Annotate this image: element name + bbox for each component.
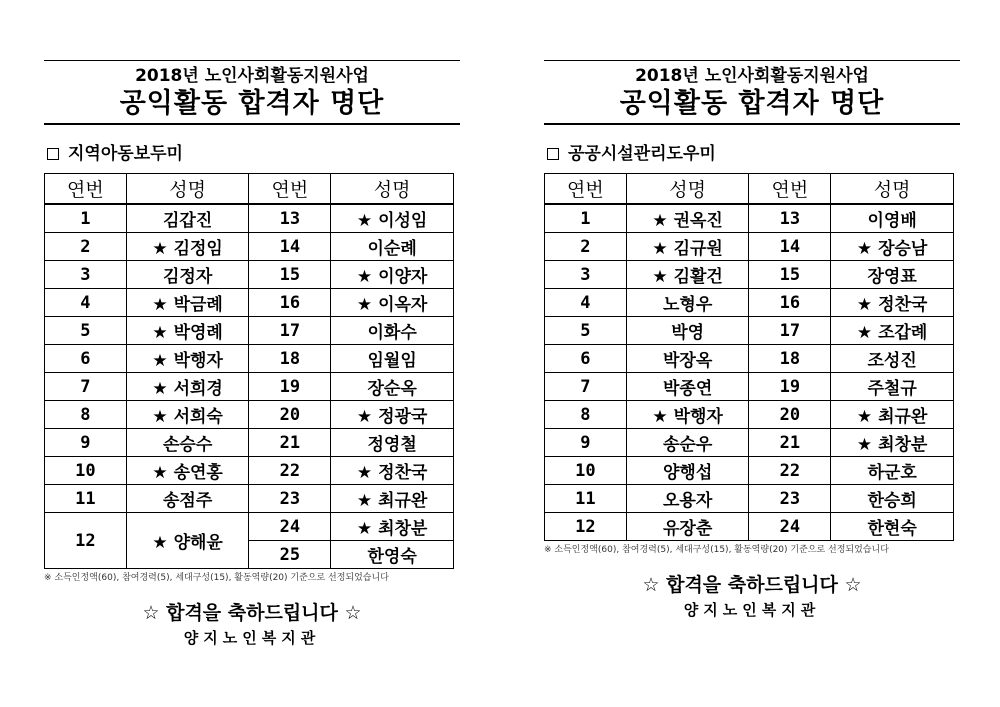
serial-number-cell: 12 (45, 513, 127, 569)
serial-number-cell: 24 (749, 513, 831, 541)
name-cell: ★ 최규완 (331, 485, 454, 513)
name-cell: 박영 (626, 317, 749, 345)
checkbox-bullet-icon (547, 148, 559, 160)
serial-number-cell: 3 (545, 261, 627, 289)
serial-number-cell: 8 (45, 401, 127, 429)
name-cell: ★ 박행자 (126, 345, 249, 373)
serial-number-cell: 13 (749, 204, 831, 233)
header-bottom-rule (44, 123, 460, 125)
serial-number-cell: 22 (249, 457, 331, 485)
name-cell: ★ 박영례 (126, 317, 249, 345)
table-row (45, 457, 454, 485)
serial-number-cell: 4 (545, 289, 627, 317)
header-top-rule (544, 60, 960, 61)
serial-number-cell: 19 (249, 373, 331, 401)
table-row (545, 204, 954, 233)
name-cell: 한영숙 (331, 541, 454, 569)
header-bottom-rule (544, 123, 960, 125)
table-row (545, 373, 954, 401)
selection-criteria-note: ※ 소득인정액(60), 참여경력(5), 세대구성(15), 활동역량(20) 기준으로 선정되었습니다 (44, 573, 389, 583)
table-row (45, 401, 454, 429)
table-row (545, 233, 954, 261)
serial-number-cell: 7 (45, 373, 127, 401)
column-header: 성명 (331, 174, 454, 205)
table-row (45, 289, 454, 317)
serial-number-cell: 17 (249, 317, 331, 345)
column-header: 성명 (831, 174, 954, 205)
serial-number-cell: 10 (45, 457, 127, 485)
name-cell: ★ 조갑례 (831, 317, 954, 345)
serial-number-cell: 20 (749, 401, 831, 429)
table-header-row (45, 174, 454, 205)
name-cell: 송순우 (626, 429, 749, 457)
name-cell: 손승수 (126, 429, 249, 457)
organization-name: 양지노인복지관 (683, 601, 821, 619)
roster-table (44, 173, 454, 569)
table-row (545, 485, 954, 513)
name-cell: ★ 김규원 (626, 233, 749, 261)
serial-number-cell: 16 (749, 289, 831, 317)
serial-number-cell: 13 (249, 204, 331, 233)
table-row (545, 261, 954, 289)
serial-number-cell: 20 (249, 401, 331, 429)
section-label: 공공시설관리도우미 (568, 144, 716, 164)
serial-number-cell: 8 (545, 401, 627, 429)
name-cell: ★ 정찬국 (331, 457, 454, 485)
name-cell: ★ 최창분 (831, 429, 954, 457)
table-row (45, 233, 454, 261)
serial-number-cell: 21 (249, 429, 331, 457)
section-label: 지역아동보두미 (68, 144, 183, 164)
serial-number-cell: 5 (45, 317, 127, 345)
name-cell: 김정자 (126, 261, 249, 289)
serial-number-cell: 21 (749, 429, 831, 457)
program-subtitle: 2018년 노인사회활동지원사업 (635, 66, 869, 86)
name-cell: 한승희 (831, 485, 954, 513)
table-row (45, 317, 454, 345)
serial-number-cell: 6 (545, 345, 627, 373)
name-cell: ★ 이성임 (331, 204, 454, 233)
name-cell: 박장옥 (626, 345, 749, 373)
table-row (45, 485, 454, 513)
selection-criteria-note: ※ 소득인정액(60), 참여경력(5), 세대구성(15), 활동역량(20) 기준으로 선정되었습니다 (544, 545, 889, 555)
name-cell: ★ 최창분 (331, 513, 454, 541)
table-row (545, 513, 954, 541)
name-cell: 양행섭 (626, 457, 749, 485)
name-cell: 장순옥 (331, 373, 454, 401)
serial-number-cell: 9 (45, 429, 127, 457)
serial-number-cell: 6 (45, 345, 127, 373)
name-cell: 이화수 (331, 317, 454, 345)
left-panel (44, 60, 460, 648)
serial-number-cell: 14 (749, 233, 831, 261)
serial-number-cell: 23 (749, 485, 831, 513)
name-cell: ★ 최규완 (831, 401, 954, 429)
header-top-rule (44, 60, 460, 61)
serial-number-cell: 15 (249, 261, 331, 289)
section-heading (544, 143, 960, 165)
organization-name: 양지노인복지관 (183, 629, 321, 647)
name-cell: ★ 서희경 (126, 373, 249, 401)
column-header: 연번 (249, 174, 331, 205)
table-row (545, 401, 954, 429)
serial-number-cell: 7 (545, 373, 627, 401)
name-cell: ★ 김활건 (626, 261, 749, 289)
name-cell: 노형우 (626, 289, 749, 317)
name-cell: ★ 김정임 (126, 233, 249, 261)
name-cell: 박종연 (626, 373, 749, 401)
program-subtitle: 2018년 노인사회활동지원사업 (135, 66, 369, 86)
name-cell: ★ 양해윤 (126, 513, 249, 569)
serial-number-cell: 3 (45, 261, 127, 289)
serial-number-cell: 2 (545, 233, 627, 261)
serial-number-cell: 4 (45, 289, 127, 317)
name-cell: ★ 서희숙 (126, 401, 249, 429)
name-cell: ★ 정광국 (331, 401, 454, 429)
name-cell: ★ 권옥진 (626, 204, 749, 233)
table-row (545, 289, 954, 317)
name-cell: 주철규 (831, 373, 954, 401)
serial-number-cell: 15 (749, 261, 831, 289)
serial-number-cell: 18 (249, 345, 331, 373)
serial-number-cell: 2 (45, 233, 127, 261)
name-cell: 하군호 (831, 457, 954, 485)
serial-number-cell: 11 (545, 485, 627, 513)
serial-number-cell: 16 (249, 289, 331, 317)
serial-number-cell: 18 (749, 345, 831, 373)
table-row (45, 513, 454, 541)
serial-number-cell: 14 (249, 233, 331, 261)
name-cell: 정영철 (331, 429, 454, 457)
page-title: 공익활동 합격자 명단 (119, 88, 385, 119)
name-cell: 김갑진 (126, 204, 249, 233)
table-body (45, 204, 454, 569)
checkbox-bullet-icon (47, 148, 59, 160)
serial-number-cell: 10 (545, 457, 627, 485)
name-cell: 한현숙 (831, 513, 954, 541)
table-body (545, 204, 954, 541)
serial-number-cell: 1 (45, 204, 127, 233)
column-header: 성명 (126, 174, 249, 205)
name-cell: 조성진 (831, 345, 954, 373)
serial-number-cell: 17 (749, 317, 831, 345)
name-cell: 이영배 (831, 204, 954, 233)
serial-number-cell: 9 (545, 429, 627, 457)
roster-table (544, 173, 954, 541)
column-header: 연번 (749, 174, 831, 205)
column-header: 성명 (626, 174, 749, 205)
name-cell: 유장춘 (626, 513, 749, 541)
column-header: 연번 (545, 174, 627, 205)
name-cell: ★ 이양자 (331, 261, 454, 289)
name-cell: 장영표 (831, 261, 954, 289)
serial-number-cell: 19 (749, 373, 831, 401)
table-row (45, 373, 454, 401)
serial-number-cell: 25 (249, 541, 331, 569)
congratulations-message: ☆ 합격을 축하드립니다 ☆ (142, 602, 362, 624)
table-row (45, 429, 454, 457)
serial-number-cell: 23 (249, 485, 331, 513)
serial-number-cell: 11 (45, 485, 127, 513)
table-row (545, 457, 954, 485)
name-cell: ★ 박행자 (626, 401, 749, 429)
table-row (545, 317, 954, 345)
table-row (545, 345, 954, 373)
section-heading (44, 143, 460, 165)
congratulations-message: ☆ 합격을 축하드립니다 ☆ (642, 574, 862, 596)
column-header: 연번 (45, 174, 127, 205)
name-cell: ★ 이옥자 (331, 289, 454, 317)
table-row (45, 345, 454, 373)
serial-number-cell: 5 (545, 317, 627, 345)
serial-number-cell: 24 (249, 513, 331, 541)
name-cell: ★ 송연홍 (126, 457, 249, 485)
name-cell: 오용자 (626, 485, 749, 513)
name-cell: ★ 정찬국 (831, 289, 954, 317)
page-title: 공익활동 합격자 명단 (619, 88, 885, 119)
right-panel (544, 60, 960, 620)
serial-number-cell: 1 (545, 204, 627, 233)
name-cell: ★ 박금례 (126, 289, 249, 317)
name-cell: 이순례 (331, 233, 454, 261)
table-row (45, 204, 454, 233)
name-cell: 송점주 (126, 485, 249, 513)
table-row (45, 261, 454, 289)
name-cell: ★ 장승남 (831, 233, 954, 261)
serial-number-cell: 22 (749, 457, 831, 485)
table-row (545, 429, 954, 457)
serial-number-cell: 12 (545, 513, 627, 541)
name-cell: 임월임 (331, 345, 454, 373)
table-header-row (545, 174, 954, 205)
